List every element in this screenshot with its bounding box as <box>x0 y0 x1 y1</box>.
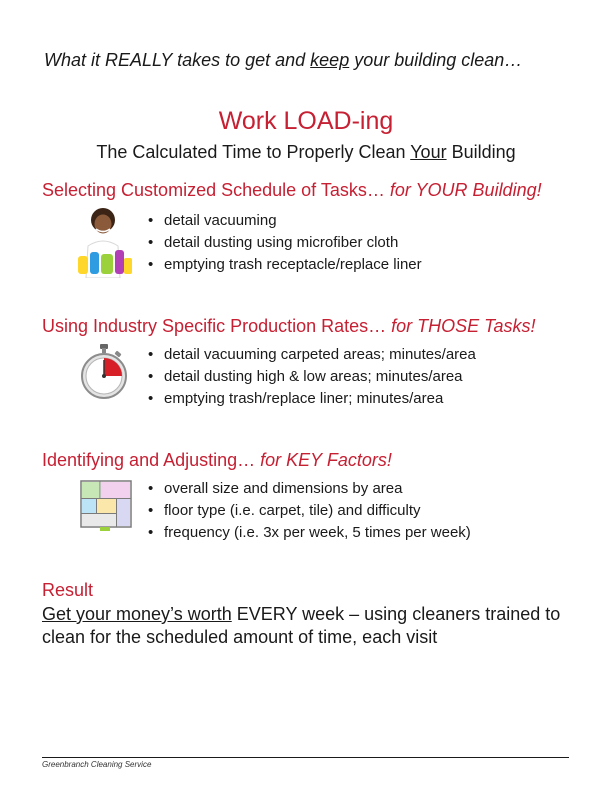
list-item: • detail dusting high & low areas; minutes/area <box>146 366 476 388</box>
result-heading: Result <box>42 580 94 600</box>
section-heading-rates <box>42 316 536 337</box>
rate-list <box>146 344 476 410</box>
list-item: • emptying trash receptacle/replace liner <box>146 254 422 276</box>
list-item: • overall size and dimensions by area <box>146 478 471 500</box>
section-heading-emphasis: for THOSE Tasks! <box>391 316 536 336</box>
subtitle-start: The Calculated Time to Properly Clean <box>96 142 411 162</box>
list-item: • floor type (i.e. carpet, tile) and difficulty <box>146 500 471 522</box>
page-subtitle <box>0 142 612 163</box>
cleaner-person-icon <box>72 206 134 278</box>
section-heading-tasks <box>42 180 542 201</box>
section-heading-emphasis: for YOUR Building! <box>389 180 542 200</box>
footer-divider <box>42 757 569 758</box>
section-heading-text: Identifying and Adjusting… <box>42 450 261 470</box>
stopwatch-icon <box>79 343 129 401</box>
list-item: • detail dusting using microfiber cloth <box>146 232 422 254</box>
tagline-end: your building clean… <box>349 50 523 70</box>
result-body <box>42 603 562 649</box>
section-heading-factors <box>42 450 392 471</box>
subtitle-end: Building <box>446 142 516 162</box>
factor-list <box>146 478 471 544</box>
section-heading-emphasis: for KEY Factors! <box>260 450 392 470</box>
subtitle-underlined: Your <box>410 142 447 162</box>
result-text: EVERY week – using cleaners trained to clean for the scheduled amount of time, each visit <box>42 604 561 647</box>
section-heading-text: Using Industry Specific Production Rates… <box>42 316 392 336</box>
result-underlined: Get your money’s worth <box>42 604 232 624</box>
task-list <box>146 210 422 276</box>
section-heading-text: Selecting Customized Schedule of Tasks… <box>42 180 390 200</box>
page-title: Work LOAD-ing <box>218 107 394 135</box>
footer-company: Greenbranch Cleaning Service <box>42 760 152 769</box>
list-item: • detail vacuuming <box>146 210 422 232</box>
tagline <box>44 50 522 71</box>
list-item: • emptying trash/replace liner; minutes/area <box>146 388 476 410</box>
tagline-underlined: keep <box>310 50 350 70</box>
list-item: • frequency (i.e. 3x per week, 5 times per week) <box>146 522 471 544</box>
list-item: • detail vacuuming carpeted areas; minutes/area <box>146 344 476 366</box>
floor-plan-icon <box>80 480 132 532</box>
tagline-start: What it REALLY takes to get and <box>44 50 311 70</box>
